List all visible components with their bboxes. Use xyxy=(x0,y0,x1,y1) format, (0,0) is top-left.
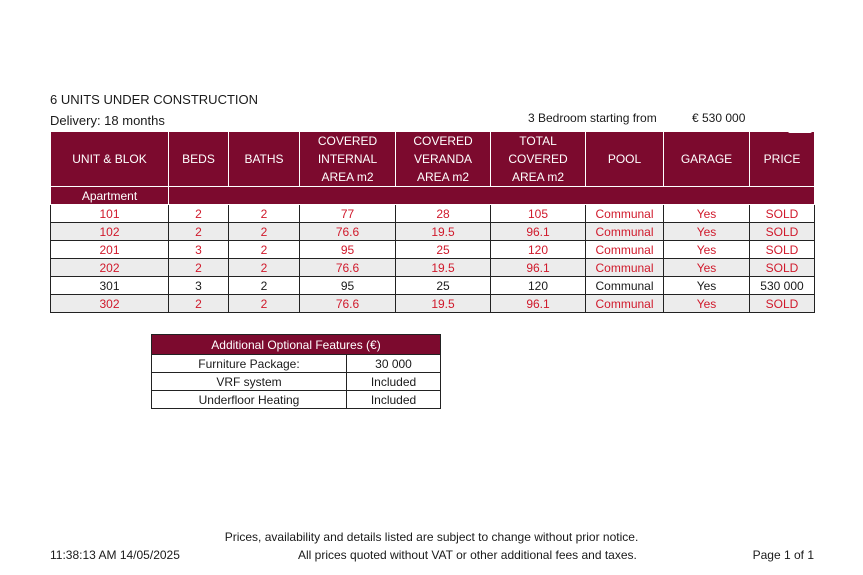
cell-baths: 2 xyxy=(229,241,300,259)
feature-value: 30 000 xyxy=(347,355,441,373)
cell-total: 105 xyxy=(491,205,586,223)
cell-beds: 3 xyxy=(169,241,229,259)
cell-garage: Yes xyxy=(664,277,750,295)
col-header-internal-area: COVERED INTERNAL AREA m2 xyxy=(300,132,396,187)
cell-beds: 2 xyxy=(169,223,229,241)
col-header-pool: POOL xyxy=(586,132,664,187)
cell-garage: Yes xyxy=(664,205,750,223)
section-fill xyxy=(169,187,815,205)
feature-name: Furniture Package: xyxy=(152,355,347,373)
cell-unit: 102 xyxy=(51,223,169,241)
table-header-row xyxy=(51,132,815,187)
col-header-beds: BEDS xyxy=(169,132,229,187)
features-title: Additional Optional Features (€) xyxy=(152,335,441,355)
cell-price: SOLD xyxy=(750,223,815,241)
table-row xyxy=(51,259,815,277)
cell-pool: Communal xyxy=(586,259,664,277)
cell-veranda: 19.5 xyxy=(396,295,491,313)
cell-pool: Communal xyxy=(586,223,664,241)
cell-baths: 2 xyxy=(229,277,300,295)
cell-internal: 95 xyxy=(300,241,396,259)
cell-internal: 76.6 xyxy=(300,223,396,241)
print-timestamp: 11:38:13 AM 14/05/2025 xyxy=(50,548,180,562)
cell-pool: Communal xyxy=(586,241,664,259)
cell-garage: Yes xyxy=(664,259,750,277)
table-row xyxy=(51,205,815,223)
cell-beds: 2 xyxy=(169,205,229,223)
cell-price: SOLD xyxy=(750,205,815,223)
col-header-baths: BATHS xyxy=(229,132,300,187)
cell-unit: 301 xyxy=(51,277,169,295)
feature-name: VRF system xyxy=(152,373,347,391)
cell-price: SOLD xyxy=(750,295,815,313)
cell-garage: Yes xyxy=(664,295,750,313)
cell-beds: 3 xyxy=(169,277,229,295)
cell-beds: 2 xyxy=(169,295,229,313)
cell-total: 120 xyxy=(491,241,586,259)
cell-unit: 202 xyxy=(51,259,169,277)
page-number: Page 1 of 1 xyxy=(752,548,814,562)
cell-veranda: 28 xyxy=(396,205,491,223)
feature-row xyxy=(152,391,441,409)
cell-veranda: 19.5 xyxy=(396,259,491,277)
col-header-price: PRICE xyxy=(750,132,815,187)
feature-value: Included xyxy=(347,391,441,409)
cell-total: 96.1 xyxy=(491,223,586,241)
cell-total: 120 xyxy=(491,277,586,295)
table-row xyxy=(51,241,815,259)
col-header-veranda-area: COVERED VERANDA AREA m2 xyxy=(396,132,491,187)
table-row xyxy=(51,295,815,313)
cell-veranda: 25 xyxy=(396,277,491,295)
cell-baths: 2 xyxy=(229,295,300,313)
cell-unit: 101 xyxy=(51,205,169,223)
cell-baths: 2 xyxy=(229,259,300,277)
feature-name: Underfloor Heating xyxy=(152,391,347,409)
cell-beds: 2 xyxy=(169,259,229,277)
feature-row xyxy=(152,373,441,391)
cell-internal: 76.6 xyxy=(300,295,396,313)
cell-price: SOLD xyxy=(750,259,815,277)
col-header-total-area: TOTAL COVERED AREA m2 xyxy=(491,132,586,187)
cell-baths: 2 xyxy=(229,223,300,241)
table-row xyxy=(51,277,815,295)
cell-pool: Communal xyxy=(586,295,664,313)
page-title: 6 UNITS UNDER CONSTRUCTION xyxy=(50,92,259,107)
header-corner-mark xyxy=(788,129,812,133)
cell-garage: Yes xyxy=(664,223,750,241)
feature-value: Included xyxy=(347,373,441,391)
cell-veranda: 25 xyxy=(396,241,491,259)
cell-total: 96.1 xyxy=(491,259,586,277)
cell-baths: 2 xyxy=(229,205,300,223)
col-header-unit: UNIT & BLOK xyxy=(51,132,169,187)
col-header-garage: GARAGE xyxy=(664,132,750,187)
units-table xyxy=(50,131,815,313)
cell-internal: 77 xyxy=(300,205,396,223)
cell-pool: Communal xyxy=(586,205,664,223)
features-table xyxy=(151,334,441,409)
cell-total: 96.1 xyxy=(491,295,586,313)
starting-price: € 530 000 xyxy=(692,111,746,125)
cell-unit: 201 xyxy=(51,241,169,259)
section-label: Apartment xyxy=(51,187,169,205)
cell-price: SOLD xyxy=(750,241,815,259)
section-row-apartment xyxy=(51,187,815,205)
cell-garage: Yes xyxy=(664,241,750,259)
table-row xyxy=(51,223,815,241)
cell-internal: 95 xyxy=(300,277,396,295)
footer-notice-line1: Prices, availability and details listed are subject to change without prior notice. xyxy=(224,530,639,544)
cell-price: 530 000 xyxy=(750,277,815,295)
cell-veranda: 19.5 xyxy=(396,223,491,241)
cell-unit: 302 xyxy=(51,295,169,313)
cell-pool: Communal xyxy=(586,277,664,295)
starting-from-label: 3 Bedroom starting from xyxy=(528,111,657,125)
delivery-text: Delivery: 18 months xyxy=(50,113,165,128)
footer-notice-line2: All prices quoted without VAT or other additional fees and taxes. xyxy=(298,548,637,562)
feature-row xyxy=(152,355,441,373)
cell-internal: 76.6 xyxy=(300,259,396,277)
